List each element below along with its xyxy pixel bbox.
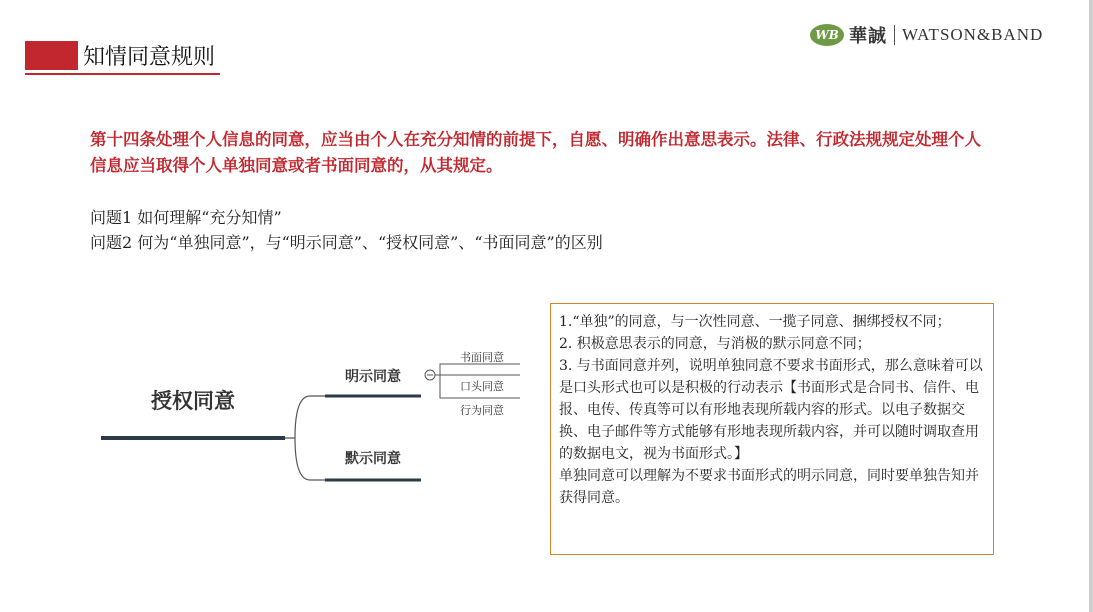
company-logo (810, 22, 1043, 48)
question-1: 问题1 如何理解“充分知情” (90, 208, 282, 227)
mindmap-connector (285, 396, 325, 480)
logo-english-name: WATSON&BAND (902, 25, 1044, 44)
mindmap-branch-explicit: 明示同意 (345, 369, 401, 385)
logo-chinese-name: 華誠 (849, 26, 887, 47)
title-underline (25, 73, 220, 75)
explanation-box (550, 303, 994, 555)
slide-edge (1089, 0, 1093, 612)
logo-separator (894, 25, 895, 45)
note-line-3: 3. 与书面同意并列，说明单独同意不要求书面形式，那么意味着可以是口头形式也可以是积极的行动表示【书面形式是合同书、信件、电报、电传、传真等可以有形地表现所载内容的形式。以电子数据交换、电子邮件等方式能够有形地表现所载内容，并可以随时调取查用的数据电文，视为书面形式。】 (559, 358, 983, 462)
note-line-1: 1.“单独”的同意，与一次性同意、一揽子同意、捆绑授权不同； (559, 314, 951, 330)
article-text: 第十四条处理个人信息的同意，应当由个人在充分知情的前提下，自愿、明确作出意思表示。法律、行政法规规定处理个人信息应当取得个人单独同意或者书面同意的，从其规定。 (90, 130, 981, 175)
title-accent-bar (25, 41, 78, 70)
logo-mark-icon: WB (810, 24, 844, 46)
mindmap-diagram (95, 345, 535, 495)
page-title: 知情同意规则 (83, 45, 216, 70)
note-line-4: 单独同意可以理解为不要求书面形式的明示同意，同时要单独告知并获得同意。 (559, 468, 979, 506)
mindmap-leaf-written: 书面同意 (460, 351, 504, 364)
question-2: 问题2 何为“单独同意”，与“明示同意”、“授权同意”、“书面同意”的区别 (90, 233, 603, 252)
mindmap-leaf-oral: 口头同意 (460, 380, 504, 393)
note-line-2: 2. 积极意思表示的同意，与消极的默示同意不同； (559, 336, 871, 352)
mindmap-root-label: 授权同意 (151, 389, 235, 413)
mindmap-branch-implied: 默示同意 (345, 451, 401, 467)
mindmap-leaf-behavior: 行为同意 (460, 404, 504, 417)
